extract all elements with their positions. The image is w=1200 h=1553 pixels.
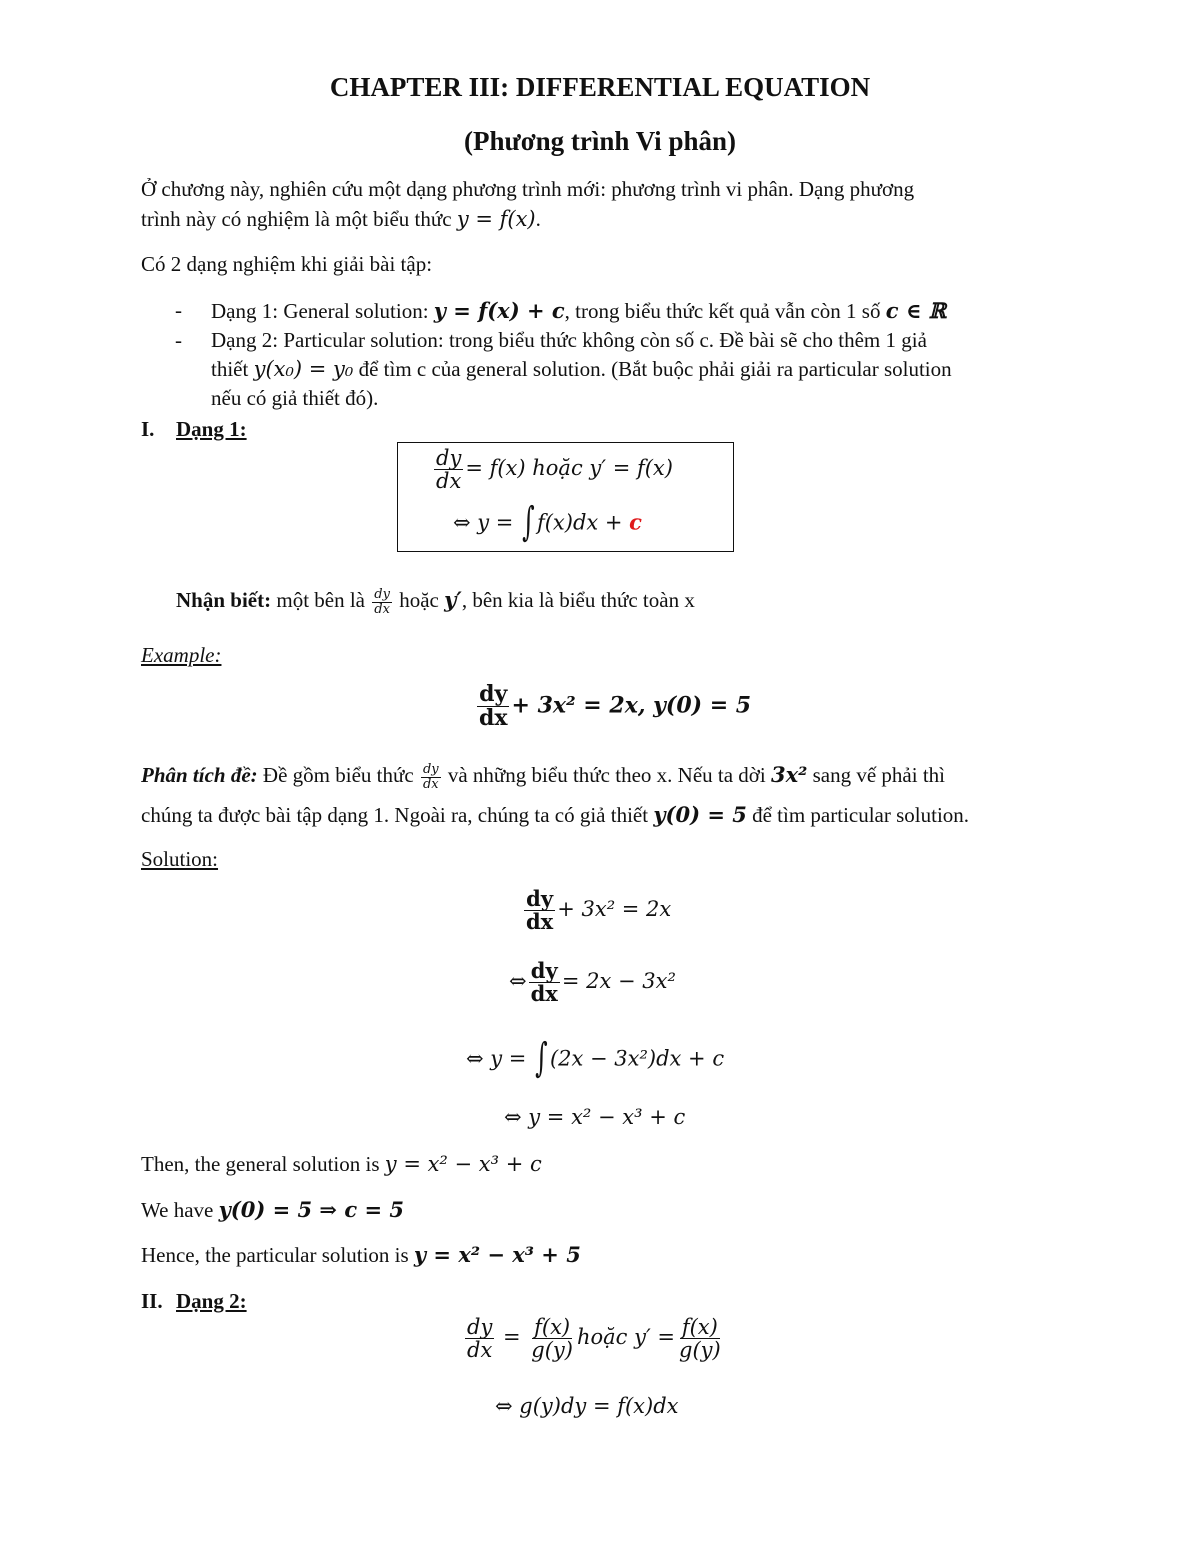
dang1-formula-constant: c [629,509,642,535]
bullet-dash-1: - [175,298,182,322]
bullet-1-mid: , trong biểu thức kết quả vẫn còn 1 số [564,299,886,323]
frac-denominator: g(y) [679,1338,721,1363]
bullet-2-line-2-start: thiết [211,357,254,381]
section-2-heading: Dạng 2: [176,1289,247,1313]
solution-step-1 [522,888,671,933]
hence-math: y = x² − x³ + 5 [413,1242,581,1267]
solution-label: Solution: [141,847,219,871]
intro-line-2-end: . [535,207,541,231]
frac-denominator: dx [436,469,462,494]
frac-denominator: g(y) [531,1338,573,1363]
example-equation-rhs: + 3x² = 2x, y(0) = 5 [511,692,752,719]
then-math: y = x² − x³ + c [384,1152,542,1176]
bullet-2-line-2-end: để tìm c của general solution. (Bắt buộc phải giải ra particular solution [353,357,952,381]
solution-step-2 [509,960,676,1005]
dang2-frac-fx-gy [529,1316,575,1361]
recognize-text-1: một bên là [271,588,371,612]
analysis-line-2-math: y(0) = 5 [653,802,747,827]
analysis-frac-dydx [421,763,441,791]
have-line [141,1195,404,1225]
step-2-frac-dydx [529,960,560,1005]
dang2-frac-dydx [465,1316,494,1361]
frac-denominator: dx [479,705,508,732]
dang1-formula-line-2-body: f(x)dx + [536,510,630,535]
then-text: Then, the general solution is [141,1152,385,1176]
dang1-formula-box [397,442,734,552]
bullet-2-line-2 [211,355,952,384]
bullet-dash-2: - [175,328,182,352]
bullet-1-math-2: c ∈ ℝ [885,298,947,323]
section-1-number: I. [141,417,155,441]
dang1-frac-dydx [434,447,463,492]
analysis-math: 3x² [771,762,808,787]
frac-numerator: dy [422,762,439,778]
analysis-line-2-end: để tìm particular solution. [746,803,970,827]
page-subtitle: (Phương trình Vi phân) [464,126,736,156]
frac-numerator: dy [436,446,462,470]
bullet-2-line-2-math: y(x₀) = y₀ [253,357,354,381]
intro-line-2-math: y = f(x) [456,207,536,231]
bullet-2-line-1: Dạng 2: Particular solution: trong biểu thức không còn số c. Đề bài sẽ cho thêm 1 giả [211,328,927,352]
intro-line-2 [141,205,541,234]
dang2-equals: = [496,1325,528,1350]
dang2-equation-1 [463,1316,725,1361]
example-equation [475,683,751,730]
recognize-text-3: , bên kia là biểu thức toàn x [461,588,695,612]
frac-denominator: dx [374,601,390,617]
frac-denominator: dx [526,909,554,935]
have-text: We have [141,1198,219,1222]
dang2-equation-2: ⇔ g(y)dy = f(x)dx [495,1394,679,1418]
step-3-body: (2x − 3x²)dx + c [549,1046,725,1071]
step-2-lhs: ⇔ [509,969,527,994]
integral-sign: ∫ [522,499,535,545]
have-math: y(0) = 5 ⇒ c = 5 [218,1197,404,1222]
frac-denominator: dx [422,776,439,792]
bullet-1-text: Dạng 1: General solution: [211,299,434,323]
recognize-math: y′ [444,587,462,612]
frac-numerator: dy [374,587,390,603]
recognize-line [176,585,695,616]
analysis-text-3: sang vế phải thì [807,763,945,787]
dang1-formula-rhs: = f(x) hoặc y′ = f(x) [465,456,673,481]
dang2-mid: hoặc y′ = [576,1325,675,1350]
example-label: Example: [141,643,222,667]
hence-line [141,1240,581,1270]
dang1-formula-line-1 [432,447,673,492]
example-frac-dydx [477,683,510,730]
step-1-rhs: + 3x² = 2x [557,897,672,922]
frac-denominator: dx [530,981,558,1007]
step-1-frac-dydx [524,888,555,933]
frac-numerator: dy [526,886,554,911]
hence-text: Hence, the particular solution is [141,1243,414,1267]
bullet-1 [211,296,946,326]
analysis-text-1: Đề gồm biểu thức [257,763,419,787]
dang1-formula-line-2-start: ⇔ y = [453,510,521,535]
frac-numerator: dy [530,958,558,983]
analysis-line-2 [141,800,969,830]
bullet-1-math: y = f(x) + c [433,298,565,323]
frac-numerator: dy [479,681,508,707]
recognize-text-2: hoặc [393,588,445,612]
intro-line-2-text: trình này có nghiệm là một biểu thức [141,207,457,231]
recognize-label: Nhận biết: [176,588,272,612]
page-title: CHAPTER III: DIFFERENTIAL EQUATION [329,72,871,102]
step-2-rhs: = 2x − 3x² [561,969,676,994]
analysis-label: Phân tích đề: [141,763,258,787]
intro-line-1: Ở chương này, nghiên cứu một dạng phương trình mới: phương trình vi phân. Dạng phương [141,177,915,201]
integral-sign: ∫ [535,1035,548,1081]
dang1-formula-line-2 [453,501,642,547]
dang2-frac-fx-gy-2 [677,1316,723,1361]
solution-step-4: ⇔ y = x² − x³ + c [504,1105,686,1129]
frac-numerator: f(x) [681,1315,718,1339]
frac-denominator: dx [467,1338,493,1363]
section-1-heading: Dạng 1: [176,417,247,441]
frac-numerator: dy [467,1315,493,1339]
bullet-2-line-3: nếu có giả thiết đó). [211,386,379,410]
analysis-line-1 [141,760,945,791]
recognize-frac-dydx [372,588,392,616]
analysis-line-2-start: chúng ta được bài tập dạng 1. Ngoài ra, chúng ta có giả thiết [141,803,654,827]
section-2-number: II. [141,1289,163,1313]
then-line [141,1150,542,1179]
solution-step-3 [466,1037,724,1083]
analysis-text-2: và những biểu thức theo x. Nếu ta dời [442,763,771,787]
frac-numerator: f(x) [534,1315,571,1339]
step-3-start: ⇔ y = [466,1046,534,1071]
forms-intro: Có 2 dạng nghiệm khi giải bài tập: [141,252,433,276]
